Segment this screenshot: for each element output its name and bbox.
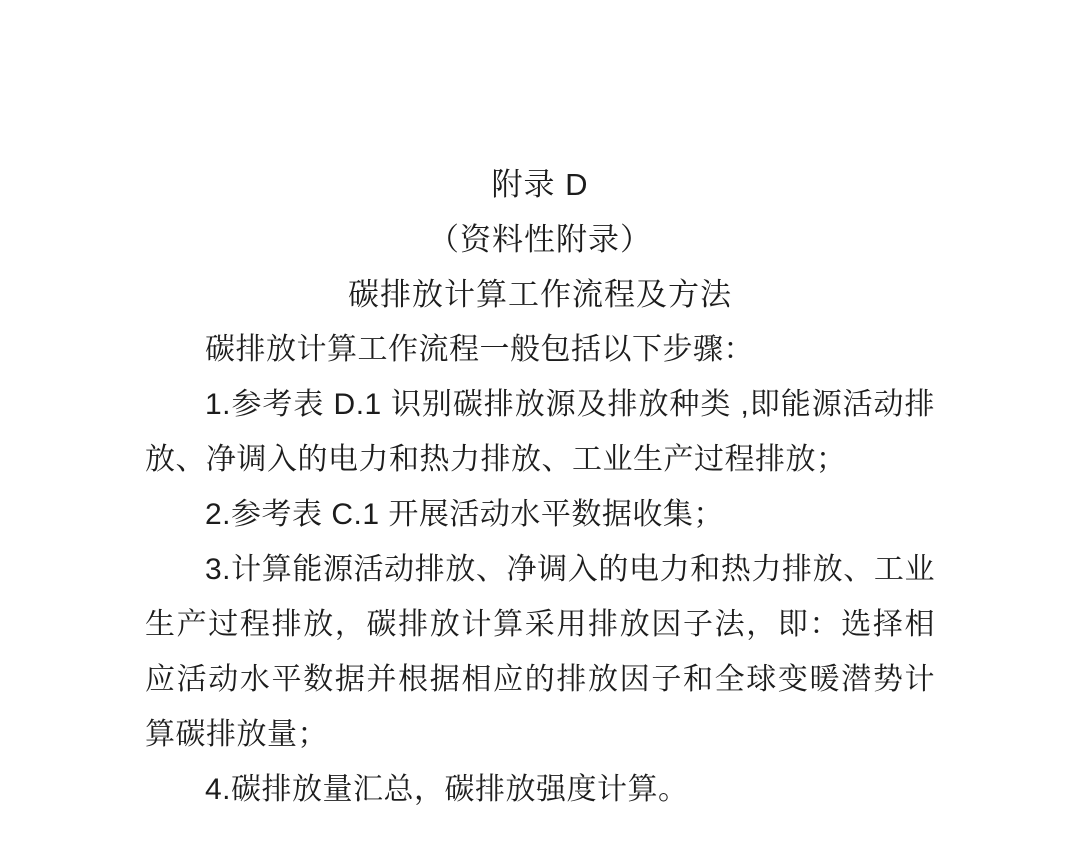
appendix-type-label: （资料性附录） — [428, 222, 652, 257]
paragraph-step-2: 2.参考表 C.1 开展活动水平数据收集； — [205, 498, 724, 531]
section-title: 碳排放计算工作流程及方法 — [348, 277, 732, 312]
appendix-document — [145, 0, 935, 817]
paragraph-intro: 碳排放计算工作流程一般包括以下步骤： — [205, 333, 754, 366]
paragraph-step-4: 4.碳排放量汇总，碳排放强度计算。 — [205, 773, 689, 806]
appendix-title: 附录 D — [491, 167, 589, 202]
paragraph-step-3: 3.计算能源活动排放、净调入的电力和热力排放、工业生产过程排放，碳排放计算采用排放因子法，即：选择相应活动水平数据并根据相应的排放因子和全球变暖潜势计算碳排放量； — [145, 553, 935, 751]
paragraph-step-1: 1.参考表 D.1 识别碳排放源及排放种类 ,即能源活动排放、净调入的电力和热力排放、工业生产过程排放； — [145, 388, 935, 476]
